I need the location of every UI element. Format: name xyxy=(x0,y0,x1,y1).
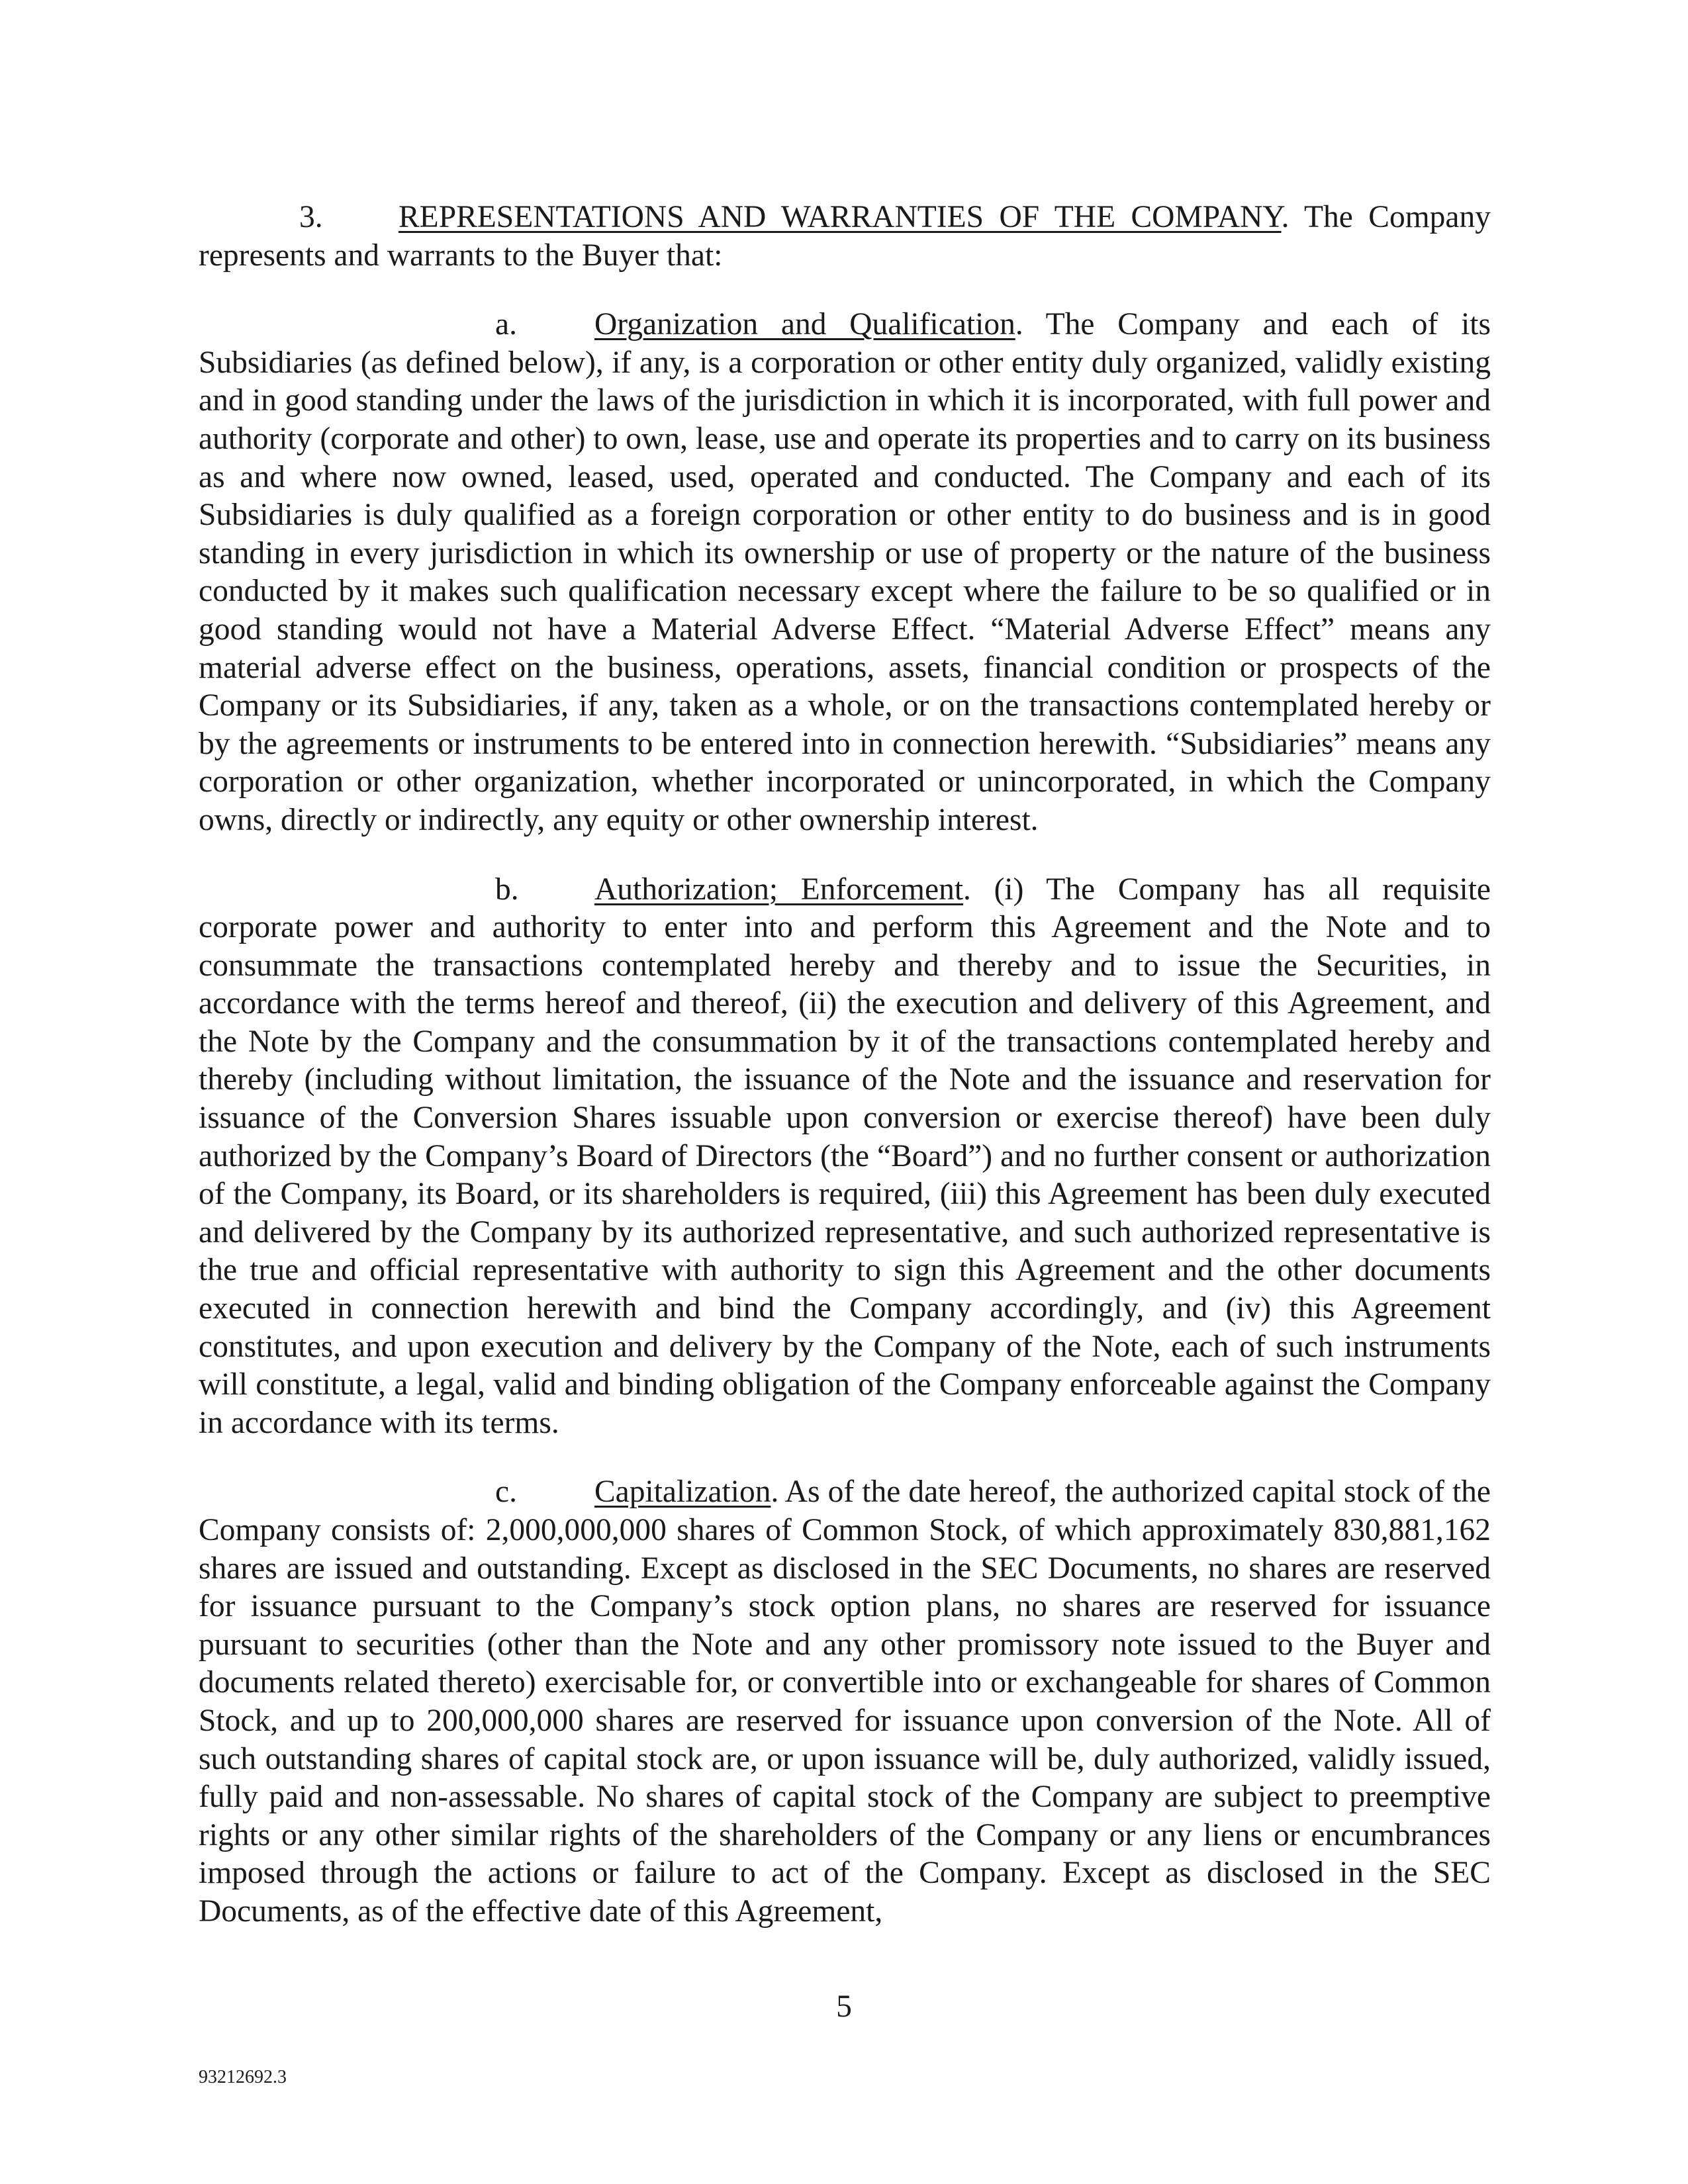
subsection-letter: c. xyxy=(495,1475,517,1510)
subsection-c-paragraph xyxy=(199,1473,1491,1931)
subsection-heading: Capitalization xyxy=(594,1475,771,1510)
section-number: 3. xyxy=(299,200,323,234)
subsection-body: . (i) The Company has all requisite corporate power and authority to enter into and perform this Agreement and the Note and to consummate the transactions contemplated hereby and thereby and to issue the Securities, in accordance with the terms hereof and thereof, (ii) the execution and delivery of this Agreement, and the Note by the Company and the consummation by it of the transactions contemplated hereby and thereby (including without limitation, the issuance of the Note and the issuance and reservation for issuance of the Conversion Shares issuable upon conversion or exercise thereof) have been duly authorized by the Company’s Board of Directors (the “Board”) and no further consent or authorization of the Company, its Board, or its shareholders is required, (iii) this Agreement has been duly executed and delivered by the Company by its authorized representative, and such authorized representative is the true and official representative with authority to sign this Agreement and the other documents executed in connection herewith and bind the Company accordingly, and (iv) this Agreement constitutes, and upon execution and delivery by the Company of the Note, each of such instruments will constitute, a legal, valid and binding obligation of the Company enforceable against the Company in accordance with its terms. xyxy=(199,872,1491,1440)
document-page xyxy=(199,199,1491,1962)
document-id: 93212692.3 xyxy=(199,2067,287,2087)
section-intro: . The Company represents and warrants to the Buyer that: xyxy=(199,200,1491,273)
subsection-letter: b. xyxy=(495,872,519,907)
page-number: 5 xyxy=(836,1989,852,2024)
subsection-body: . The Company and each of its Subsidiaries (as defined below), if any, is a corporation or other entity duly organized, validly existing and in good standing under the laws of the jurisdiction in which it is incorporated, with full power and authority (corporate and other) to own, lease, use and operate its properties and to carry on its business as and where now owned, leased, used, operated and conducted. The Company and each of its Subsidiaries is duly qualified as a foreign corporation or other entity to do business and is in good standing in every jurisdiction in which its ownership or use of property or the nature of the business conducted by it makes such qualification necessary except where the failure to be so qualified or in good standing would not have a Material Adverse Effect. “Material Adverse Effect” means any material adverse effect on the business, operations, assets, financial condition or prospects of the Company or its Subsidiaries, if any, taken as a whole, or on the transactions contemplated hereby or by the agreements or instruments to be entered into in connection herewith. “Subsidiaries” means any corporation or other organization, whether incorporated or unincorporated, in which the Company owns, directly or indirectly, any equity or other ownership interest. xyxy=(199,307,1491,837)
subsection-a-paragraph xyxy=(199,306,1491,839)
section-3-paragraph xyxy=(199,199,1491,275)
section-heading: REPRESENTATIONS AND WARRANTIES OF THE COMPANY xyxy=(399,200,1282,234)
subsection-letter: a. xyxy=(495,307,517,342)
subsection-heading: Authorization; Enforcement xyxy=(594,872,964,907)
subsection-b-paragraph xyxy=(199,871,1491,1443)
subsection-heading: Organization and Qualification xyxy=(594,307,1015,342)
subsection-body: . As of the date hereof, the authorized capital stock of the Company consists of: 2,000,000,000 shares of Common Stock, of which approximately 830,881,162 shares are issued and outstanding. Except as disclosed in the SEC Documents, no shares are reserved for issuance pursuant to the Company’s stock option plans, no shares are reserved for issuance pursuant to securities (other than the Note and any other promissory note issued to the Buyer and documents related thereto) exercisable for, or convertible into or exchangeable for shares of Common Stock, and up to 200,000,000 shares are reserved for issuance upon conversion of the Note. All of such outstanding shares of capital stock are, or upon issuance will be, duly authorized, validly issued, fully paid and non-assessable. No shares of capital stock of the Company are subject to preemptive rights or any other similar rights of the shareholders of the Company or any liens or encumbrances imposed through the actions or failure to act of the Company. Except as disclosed in the SEC Documents, as of the effective date of this Agreement, xyxy=(199,1475,1491,1929)
